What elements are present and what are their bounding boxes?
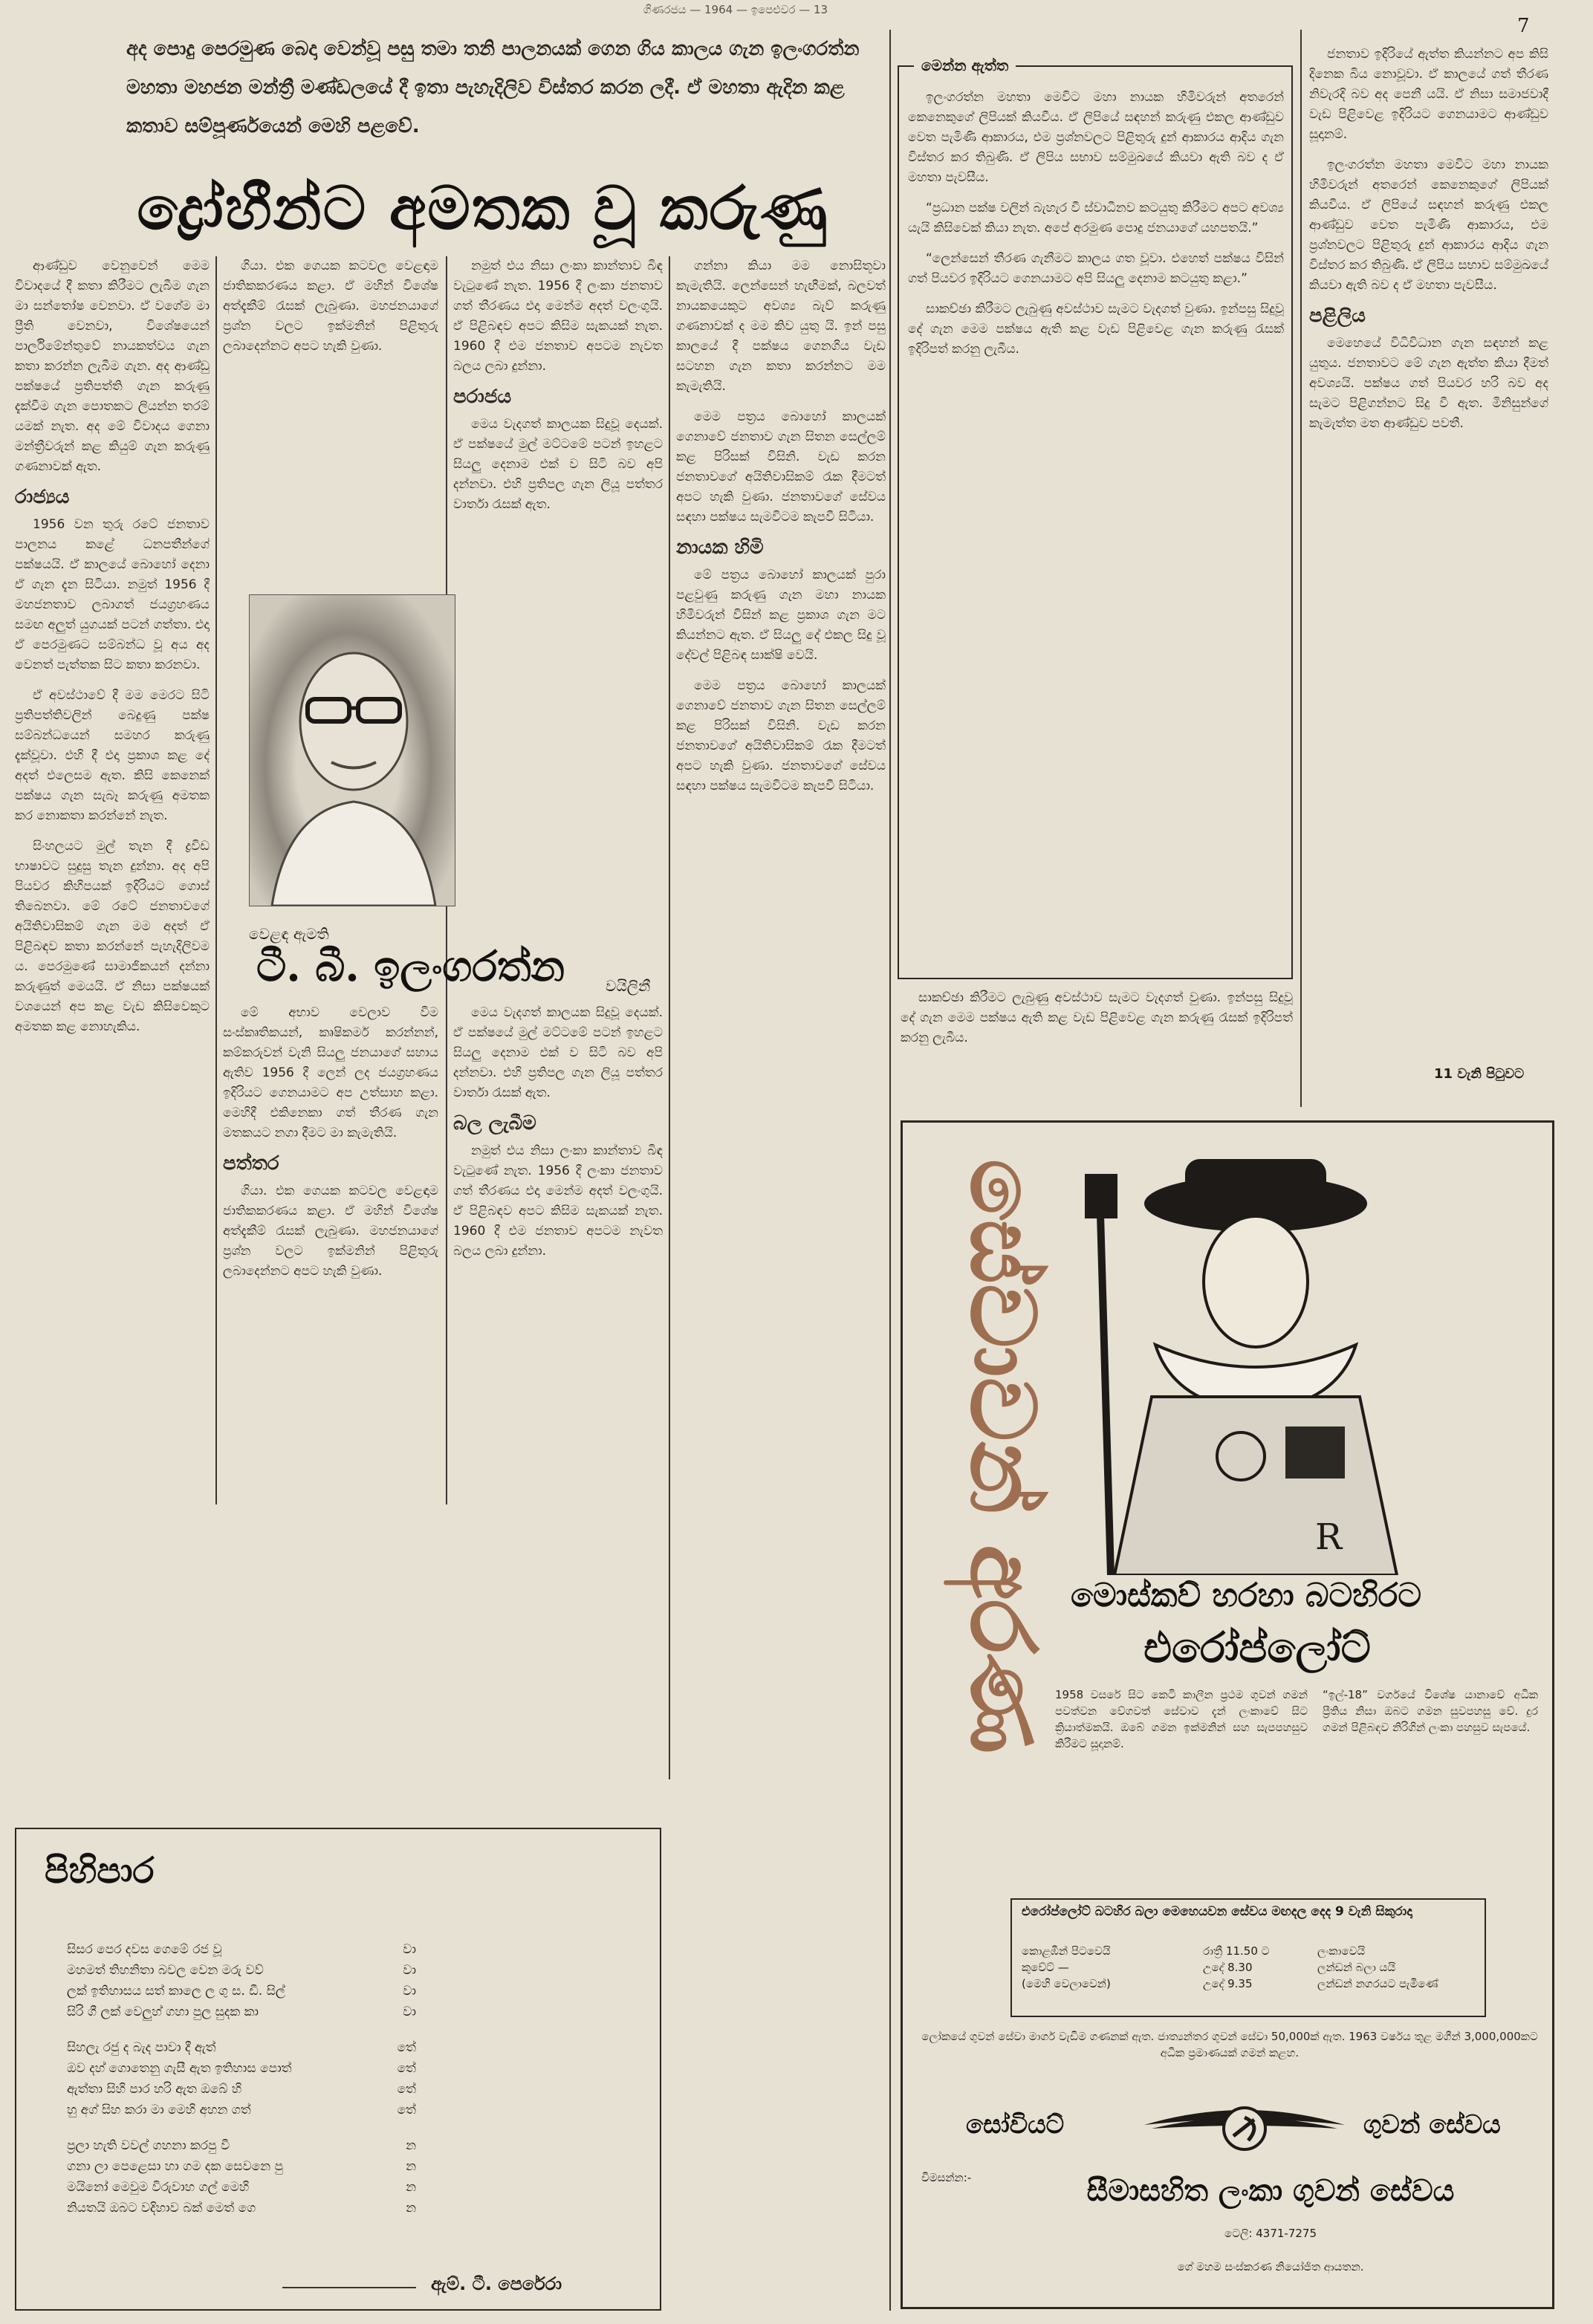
poem-line: ගනා ලා පෙළෙසා හා ගම දක සෙවනෙ පු න xyxy=(67,2159,416,2174)
column-rule xyxy=(215,256,217,1505)
poem-line: සිහලැ රජු ද බැද පාවා දී ඇත් තේ xyxy=(67,2040,416,2055)
poem-author-rule xyxy=(282,2287,416,2288)
article-paragraph: මෙම පත්‍රය බොහෝ කාලයක් ගෙනාවේ ජනතාව ගැන සිතන සෙල්ලම් කළ පිරිසක් විසිනි. වැඩ කරන ජනතාවගේ අයිතිවාසිකම් රැක දීමටත් අපට හැකි වුණා. ජනතාවගේ සේවය සඳහා පක්ෂය සැමවිටම කැපවී සිටියා. xyxy=(676,409,886,525)
advert-body-left: 1958 වසරේ සිට කෙටි කාලීන ප්‍රථම ගුවන් ගමන් පවත්වන වේගවත් සේවාව දැන් ලංකාවේ සිට ක්‍රියාත්මකයි. ඔබේ ගමන ඉක්මනින් සහ සැපපහසුව කිරීමට සූදානම්. xyxy=(1055,1688,1308,1750)
portrait-caption-name: ටී. බී. ඉලංගරත්න xyxy=(256,942,565,991)
article-paragraph: මෙය වැදගත් කාලයක සිදුවූ දෙයක්. ඒ පක්ෂයේ මුල් මට්ටමේ පටන් ඉහළට සියලු දෙනාම එක් ව සිටි බව අපි දන්නවා. එහි ප්‍රතිපල ගැන ලියූ පත්තර වාර්තා රැසක් ඇත. xyxy=(453,417,663,512)
advert-subhead: එරෝප්ලෝට් xyxy=(1143,1623,1371,1672)
poem-line: සිරි ගී ලක් වෙලුහ් ගහා පුල සුදක කා වා xyxy=(67,2005,416,2019)
poem-author: ඇම්. ටී. පෙරේරා xyxy=(431,2273,562,2294)
portrait-caption-tail: වයිලිනී xyxy=(606,977,651,995)
subheading-rajaya: රාජ්‍යය xyxy=(15,486,70,508)
article-paragraph: ඒ අවස්ථාවේ දී මම මෙරට සිටි ප්‍රතිපත්තිවලින් බෙදුණු පක්ෂ සම්බන්ධයෙන් සමහර කරුණු දැක්වූවා. එහි දී එදා ප්‍රකාශ කළ දේ අදත් එලෙසම ඇත. කිසි කෙනෙක් පක්ෂය ගැන සැබෑ කරුණු අමතක කර නොකතා කරන්නේ නැත. xyxy=(15,688,210,823)
minister-portrait xyxy=(249,594,455,906)
article-col-3 xyxy=(453,256,663,925)
advert-bottom-note: ගේ මහම සංස්කරණ නියෝජිත ආයතන. xyxy=(1177,2260,1364,2273)
article-paragraph: ආණ්ඩුව වෙනුවෙන් මෙම විවාදයේ දී කතා කිරීමට ලැබීම ගැන මා සන්තෝෂ වෙනවා. ඒ වගේම මා ප්‍රීති වෙනවා, විශේෂයෙන් පාර්ලිමේන්තුවේ නායකත්වය ගැන කතා කරන්න ලැබීම ගැන. අද ආණ්ඩු පක්ෂයේ ප්‍රතිපත්ති ගැන කරුණු දැක්වීම ගැන පොතකට ලියන්න තරම් යමක් නැත. අද මේ විවාදය ගෙනා මන්ත්‍රීවරුන් කළ කියුම් ගැන කරුණු ගණනාවක් ඇත. xyxy=(15,259,210,474)
advert-brand-right: ගුවන් සේවය xyxy=(1363,2110,1501,2140)
article-paragraph: ගියා. එක ගෙයක කටවල වෙළඳාම ජාතිකකරණය කළා. ඒ මහින් විශේෂ අත්දැකීම් රැසක් ලැබුණා. මහජනයාගේ ප්‍රශ්න වලට ඉක්මනින් පිළිතුරු ලබාදෙන්නට අපට හැකි වුණා. xyxy=(223,1184,438,1279)
article-paragraph: ඉලංගරත්න මහතා මෙවිට මහා නායක හිමිවරුන් අතරෙන් කෙනෙකුගේ ලිපියක් කියවීය. ඒ ලිපියේ සඳහන් කරුණු එකල ආණ්ඩුව වෙත පැමිණි ආකාරය, එම ප්‍රශ්නවලට පිළිතුරු දුන් ආකාරය ආදිය ගැන විස්තර කර තිබුණි. ඒ ලිපිය සභාව සම්මුඛයේ කියවා ඇති බව ද ඒ මහතා පැවසීය. xyxy=(908,90,1284,185)
article-paragraph: ජනතාව ඉදිරියේ ඇත්ත කියන්නට අප කිසි දිනෙක බිය නොවූවා. ඒ කාලයේ ගත් තීරණ නිවැරදි බව අද පෙනී යයි. ඒ නිසා සමාජවාදී වැඩ පිළිවෙළ ඉදිරියට ගෙනයාමට ආණ්ඩුව සූදානම්. xyxy=(1309,47,1548,142)
advert-body-right: “ඉල්-18” වර්ගයේ විශේෂ යානාවේ අධික ප්‍රීතිය නිසා ඔබට ගමන සුවපහසු වේ. දුර ගමන් පිළිබඳව නිරිගින් ලංකා පහසුව සැපයේ. xyxy=(1323,1688,1538,1734)
subheading-parajaya: පරාජය xyxy=(453,386,512,408)
poem-line: මහමත් තිහනිතා බවල වෙන මරු වව් වා xyxy=(67,1963,416,1978)
continued-on-page: 11 වැනි පිටුවට xyxy=(1434,1066,1525,1082)
article-paragraph: මෙහෙයේ විධිවිධාන ගැන සඳහන් කළ යුතුය. ජනතාවට මේ ගැන ඇත්ත කියා දීමත් අවශ්‍යයි. පක්ෂය ගත් පියවර හරි බව අද සැමට පිළිගන්නට සිදු වී ඇත. මිනිසුන්ගේ කැමැත්ත මත ආණ්ඩුව පවතී. xyxy=(1309,336,1548,431)
subheading-nayaka-himi: නායක හිමි xyxy=(676,536,764,559)
advert-agent-name: සීමාසහිත ලංකා ගුවන් සේවය xyxy=(1086,2173,1455,2208)
article-paragraph: නමුත් එය නිසා ලංකා කාන්තාව බිඳ වැටුණේ නැත. 1956 දී ලංකා ජනතාව ගත් තීරණය එදා මෙන්ම අදත් වලංගුයි. ඒ පිළිබඳව අපට කිසිම සැකයක් නැත. 1960 දී එම ජනතාව අපටම නැවත බලය ලබා දුන්නා. xyxy=(453,1143,663,1259)
winged-hammer-sickle-logo xyxy=(1137,2091,1352,2158)
advert-headline: මොස්කව් හරහා බටහිරට xyxy=(1071,1577,1421,1614)
poem-line: ඔව දහ් ගොතෙනු ගැසී ඇත ඉතිහාස පොත් තේ xyxy=(67,2061,416,2076)
column-rule xyxy=(669,256,670,1779)
beefeater-illustration xyxy=(1025,1144,1456,1575)
lead-intro: අද පොදු පෙරමුණ බෙදා වෙන්වූ පසු තමා තනි පාලනයක් ගෙන ගිය කාලය ගැන ඉලංගරත්න මහතා මහජන මන්ත්‍රී මණ්ඩලයේ දී ඉතා පැහැදිලිව විස්තර කරන ලදී. ඒ මහතා ඇදින කළ කතාව සම්පූර්ණයෙන් මෙහි පළවේ. xyxy=(126,38,860,137)
advert-phone: ටෙලි: 4371-7275 xyxy=(1224,2227,1317,2240)
article-col-2-top xyxy=(223,256,438,583)
subheading-bala-labha: බල ලැබීම xyxy=(453,1112,536,1135)
poem-line: නියතයි ඔබට වදිහාව බක් මෙත් ගෙ න xyxy=(67,2201,416,2216)
issue-header-strip: ගිණරජය — 1964 — ඉපෙළුවර — 13 xyxy=(643,3,828,16)
advert-agents-label: විමසන්න:- xyxy=(921,2171,972,2184)
article-paragraph: “ප්‍රධාන පක්ෂ වලින් බැහැර වී ස්වාධීනව කටයුතු කිරීමට අපට අවශ්‍ය යැයි කිසිවෙක් කියා නැත. අපේ අරමුණ පොදු ජනයාගේ යහපතයි.” xyxy=(908,201,1284,236)
article-paragraph: ගන්නා කියා මම නොසිතූවා කැමැතියි. ලෙන්සෙන් හැඟීමක්, බලවත් නායකයෙකුට අවශ්‍ය බැව් කරුණු ගණනාවක් ද මම කිව යුතු යි. ඉන් පසු කාලයේ දී පක්ෂය ගෙනගිය වැඩ සටහන ගැන කතා කරන්නට මම කැමැතියි. xyxy=(676,259,886,394)
portrait-illustration xyxy=(250,595,455,906)
schedule-row: (මෙහි වෙලාවෙන්) උදේ 9.35 ලන්ඩන් නගරයට පැමිණේ xyxy=(1022,1977,1438,1990)
poem-line: ප්‍රලා හැති වවල් ගහනා කරපු වී න xyxy=(67,2138,416,2153)
article-col-1 xyxy=(15,256,210,1586)
article-paragraph: සාකච්ඡා කිරීමට ලැබුණු අවස්ථාව සැමට වැදගත් වුණා. ඉන්පසු සිදුවූ දේ ගැන මෙම පක්ෂය ඇති කළ වැඩ පිළිවෙළ ගැන කරුණු රැසක් ඉදිරිපත් කරනු ලැබීය. xyxy=(901,990,1293,1045)
flight-schedule-table xyxy=(1022,1943,1475,1992)
portrait-caption-lead: වෙළඳ ඇමති xyxy=(249,925,329,943)
article-paragraph: 1956 වන තුරු රටේ ජනතාව පාලනය කළේ ධනපතීන්ගේ පක්ෂයයි. ඒ කාලයේ බොහෝ දෙනා ඒ ගැන දැන සිටියා. නමුත් 1956 දී මහජනතාව ලබාගත් ජයග්‍රහණය සමඟ අලුත් යුගයක් පටන් ගත්තා. එදා ඒ පෙරමුණට සම්බන්ධ වූ අය අද වෙනත් පැත්තක සිට කතා කරනවා. xyxy=(15,517,210,672)
article-paragraph: “ලෙන්සෙන් තීරණ ගැනීමට කාලය ගත වූවා. එහෙත් පක්ෂය විසින් ගත් පියවර ඉදිරියට ගෙනයාමට අපි සියලු දෙනාම කටයුතු කළා.” xyxy=(908,251,1284,286)
article-paragraph: මේ අභාව වෙලාව වීම සංස්කෘතිකයන්, කෘෂිකර්ම කරන්නන්, කම්කරුවන් වැනි සියලු ජනයාගේ සහාය ඇතිව 1956 දී ලෙන් ලද ජයග්‍රහණය ඉදිරියට ගෙනයාමට අප උත්සාහ කළා. මෙහිදී එකිනෙකා ගත් තීරණ ගැන මතකයට නගා දීමට මා කැමැතියි. xyxy=(223,1005,438,1140)
flight-schedule-title: එරෝප්ලෝට් බටහිර බලා මෙහෙයවන සේවය මඟදල දෙද 9 වැනි සිකුරාදා xyxy=(1022,1904,1412,1919)
article-paragraph: ඉලංගරත්න මහතා මෙවිට මහා නායක හිමිවරුන් අතරෙන් කෙනෙකුගේ ලිපියක් කියවීය. ඒ ලිපියේ සඳහන් කරුණු එකල ආණ්ඩුව වෙත පැමිණි ආකාරය, එම ප්‍රශ්නවලට පිළිතුරු දුන් ආකාරය ආදිය ගැන විස්තර කර තිබුණි. ඒ ලිපිය සභාව සම්මුඛයේ කියවා ඇති බව ද ඒ මහතා පැවසීය. xyxy=(1309,158,1548,293)
article-col-5 xyxy=(908,88,1284,972)
schedule-row: කුවේට් — උදේ 8.30 ලන්ඩන් බලා යයි xyxy=(1022,1961,1396,1974)
column-rule xyxy=(889,30,891,2311)
svg-text:R: R xyxy=(1315,1516,1343,1558)
article-paragraph: නමුත් එය නිසා ලංකා කාන්තාව බිඳ වැටුණේ නැත. 1956 දී ලංකා ජනතාව ගත් තීරණය එදා මෙන්ම අදත් වලංගුයි. ඒ පිළිබඳව අපට කිසිම සැකයක් නැත. 1960 දී එම ජනතාව අපටම නැවත බලය ලබා දුන්නා. xyxy=(453,259,663,374)
article-paragraph: මේ පත්‍රය බොහෝ කාලයක් පුරා පළවුණු කරුණු ගැන මහා නායක හිමිවරුන් විසින් කළ ප්‍රකාශ ගැන මට කියන්නට ඇත. ඒ සියලු දේ එකල සිදු වූ දේවල් පිළිබඳ සාක්ෂි වෙයි. xyxy=(676,568,886,663)
column-rule xyxy=(1300,30,1302,1107)
poem-line: ලක් ඉතිහාසය සත් කාලෙ ල ගු ස. ඩී. සිල් වා xyxy=(67,1984,416,1999)
page-number: 7 xyxy=(1517,15,1530,37)
article-paragraph: සාකච්ඡා කිරීමට ලැබුණු අවස්ථාව සැමට වැදගත් වුණා. ඉන්පසු සිදුවූ දේ ගැන මෙම පක්ෂය ඇති කළ වැඩ පිළිවෙළ ගැන කරුණු රැසක් ඉදිරිපත් කරනු ලැබීය. xyxy=(908,302,1284,357)
poem-lines xyxy=(67,1939,416,2218)
article-paragraph: සිංහලයට මුල් තැන දී ද්‍රවිඩ භාෂාවට සුදුසු තැන දුන්නා. අද අපි පියවර කිහිපයක් ඉදිරියට ගොස් තිබෙනවා. මේ රටේ ජනතාවගේ අයිතිවාසිකම් ගැන මම අදත් ඒ පිළිබඳව කතා කරන්නේ පැහැදිලිවම ය. පෙරමුණේ සාමාජිකයන් දන්නා කරුණුත් මෙයයි. ඒ නිසා පක්ෂයක් වශයෙන් අප කළ වැඩ කිසිවෙකුට අමතක කළ නොහැකිය. xyxy=(15,839,210,1034)
article-col-4 xyxy=(676,256,886,2314)
poem-line: මයිනෝ මෙවුම විරුවාහ ගල් මෙහි න xyxy=(67,2180,416,2195)
advert-footer-note: ලෝකයේ ගුවන් සේවා මාර්ග වැඩිම ගණනක් ඇත. ජාත්‍යන්තර ගුවන් සේවා 50,000ක් ඇත. 1963 වර්ෂය තුළ මගීන් 3,000,000කට අධික ප්‍රමාණයක් ගමන් කළහ. xyxy=(921,2030,1538,2060)
poem-title: පිහිපාර xyxy=(45,1850,155,1892)
article-paragraph: මෙම පත්‍රය බොහෝ කාලයක් ගෙනාවේ ජනතාව ගැන සිතන සෙල්ලම් කළ පිරිසක් විසිනි. වැඩ කරන ජනතාවගේ අයිතිවාසිකම් රැක දීමටත් අපට හැකි වුණා. ජනතාවගේ සේවය සඳහා පක්ෂය සැමවිටම කැපවී සිටියා. xyxy=(676,678,886,793)
quote-box-heading: මෙන්න ඇත්ත xyxy=(914,56,1016,74)
lead-headline: ද්‍රෝහීන්ට අමතක වූ කරුණු xyxy=(137,173,829,243)
article-col-3-bottom xyxy=(453,1003,663,1865)
subheading-paliliya: පළිලිය xyxy=(1309,305,1366,327)
advert-brand-left: සෝවියට් xyxy=(966,2110,1065,2140)
article-col-5-lower xyxy=(901,988,1293,1100)
poem-line: සිසර පෙර දවස ගෙමේ රජ වූ වා xyxy=(67,1942,416,1957)
poem-line: ඇත්තා සිහි පාර හරි ඇත ඔබේ හි තේ xyxy=(67,2082,416,2097)
subheading-pathahara: පත්තර xyxy=(223,1152,279,1175)
article-paragraph: මෙය වැදගත් කාලයක සිදුවූ දෙයක්. ඒ පක්ෂයේ මුල් මට්ටමේ පටන් ඉහළට සියලු දෙනාම එක් ව සිටි බව අපි දන්නවා. එහි ප්‍රතිපල ගැන ලියූ පත්තර වාර්තා රැසක් ඇත. xyxy=(453,1005,663,1100)
schedule-row: කොළඹින් පිටවෙයි රාත්‍රී 11.50 ට ලංකාවෙයි xyxy=(1022,1944,1366,1958)
article-paragraph: ගියා. එක ගෙයක කටවල වෙළඳාම ජාතිකකරණය කළා. ඒ මහින් විශේෂ අත්දැකීම් රැසක් ලැබුණා. මහජනයාගේ ප්‍රශ්න වලට ඉක්මනින් පිළිතුරු ලබාදෙන්නට අපට හැකි වුණා. xyxy=(223,259,438,354)
article-col-6 xyxy=(1309,45,1548,1055)
poem-line: හු අග් සිහ කරා මා මෙහි අහන ගත් තේ xyxy=(67,2103,416,2117)
article-col-2-bottom xyxy=(223,1003,438,1865)
advert-vertical-lettering: සේවාවන් අරණ xyxy=(950,1159,1055,1754)
